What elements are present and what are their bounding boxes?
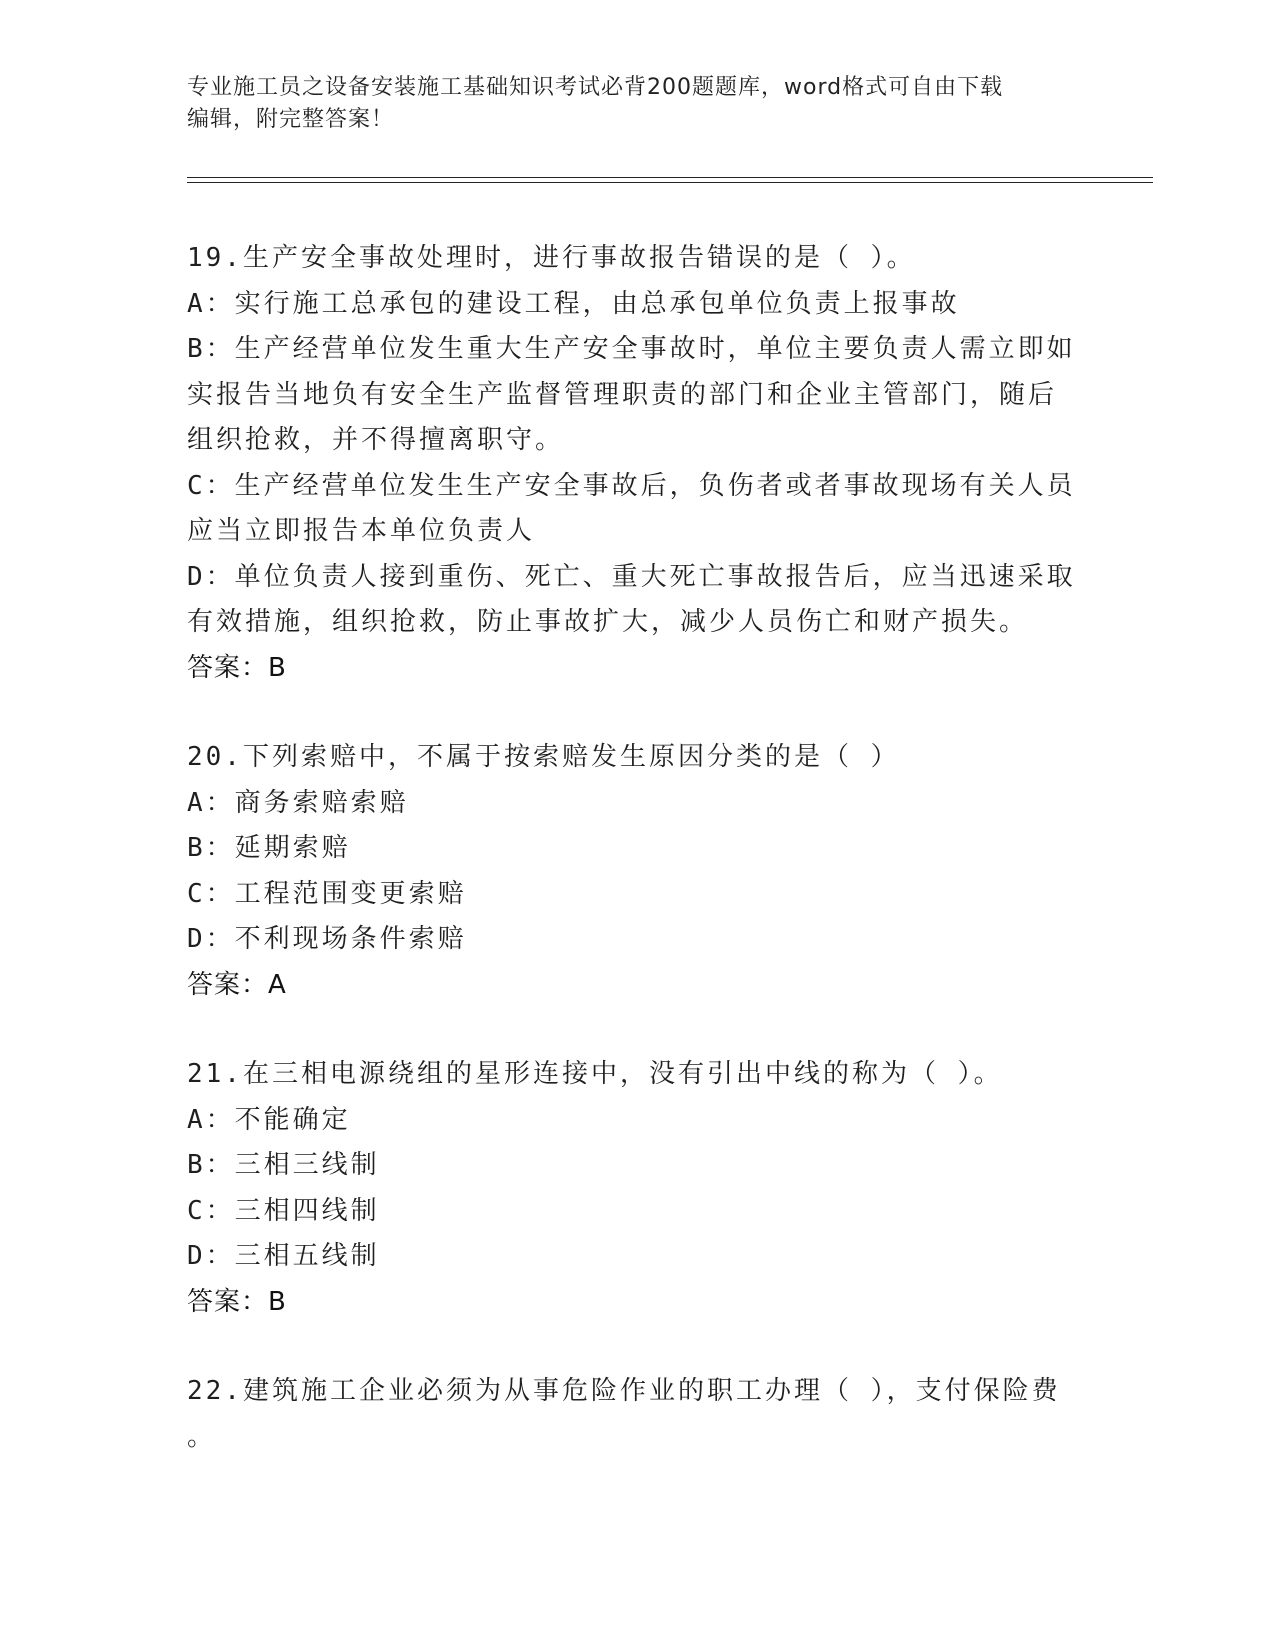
question-22 <box>187 1369 1087 1460</box>
question-stem: 22.建筑施工企业必须为从事危险作业的职工办理（ ），支付保险费 <box>187 1376 1061 1406</box>
answer-line: 答案：A <box>187 969 287 1000</box>
option-d: D：不利现场条件索赔 <box>187 924 467 954</box>
option-b-continued: 组织抢救，并不得擅离职守。 <box>187 425 565 455</box>
header-divider-bottom <box>187 182 1153 183</box>
document-header <box>187 72 1087 136</box>
question-stem: 21.在三相电源绕组的星形连接中，没有引出中线的称为（ ）。 <box>187 1059 1003 1089</box>
option-d: D：单位负责人接到重伤、死亡、重大死亡事故报告后，应当迅速采取 <box>187 561 1076 592</box>
option-d: D：三相五线制 <box>187 1241 380 1271</box>
question-21 <box>187 1052 1087 1325</box>
option-c-continued: 应当立即报告本单位负责人 <box>187 516 536 546</box>
question-stem: 20.下列索赔中，不属于按索赔发生原因分类的是（ ） <box>187 742 900 772</box>
question-19 <box>187 236 1087 691</box>
option-b-continued: 实报告当地负有安全生产监督管理职责的部门和企业主管部门，随后 <box>187 379 1058 410</box>
option-c: C：工程范围变更索赔 <box>187 878 467 909</box>
question-stem: 19.生产安全事故处理时，进行事故报告错误的是（ ）。 <box>187 243 916 273</box>
header-title-line-2: 编辑，附完整答案！ <box>187 107 395 132</box>
answer-line: 答案：B <box>187 1286 287 1317</box>
option-c: C：三相四线制 <box>187 1195 380 1226</box>
question-20 <box>187 735 1087 1008</box>
header-divider-top <box>187 177 1153 178</box>
header-title-line-1: 专业施工员之设备安装施工基础知识考试必背200题题库，word格式可自由下载 <box>187 75 1004 100</box>
option-b: B：延期索赔 <box>187 833 351 863</box>
question-stem-continued: 。 <box>187 1421 217 1452</box>
option-a: A：不能确定 <box>187 1104 351 1135</box>
option-b: B：生产经营单位发生重大生产安全事故时，单位主要负责人需立即如 <box>187 334 1076 364</box>
option-d-continued: 有效措施，组织抢救，防止事故扩大，减少人员伤亡和财产损失。 <box>187 607 1029 637</box>
answer-line: 答案：B <box>187 652 287 683</box>
option-a: A：实行施工总承包的建设工程，由总承包单位负责上报事故 <box>187 288 960 319</box>
option-c: C：生产经营单位发生生产安全事故后，负伤者或者事故现场有关人员 <box>187 470 1076 501</box>
option-a: A：商务索赔索赔 <box>187 787 409 818</box>
option-b: B：三相三线制 <box>187 1150 380 1180</box>
question-list <box>187 236 1087 1504</box>
